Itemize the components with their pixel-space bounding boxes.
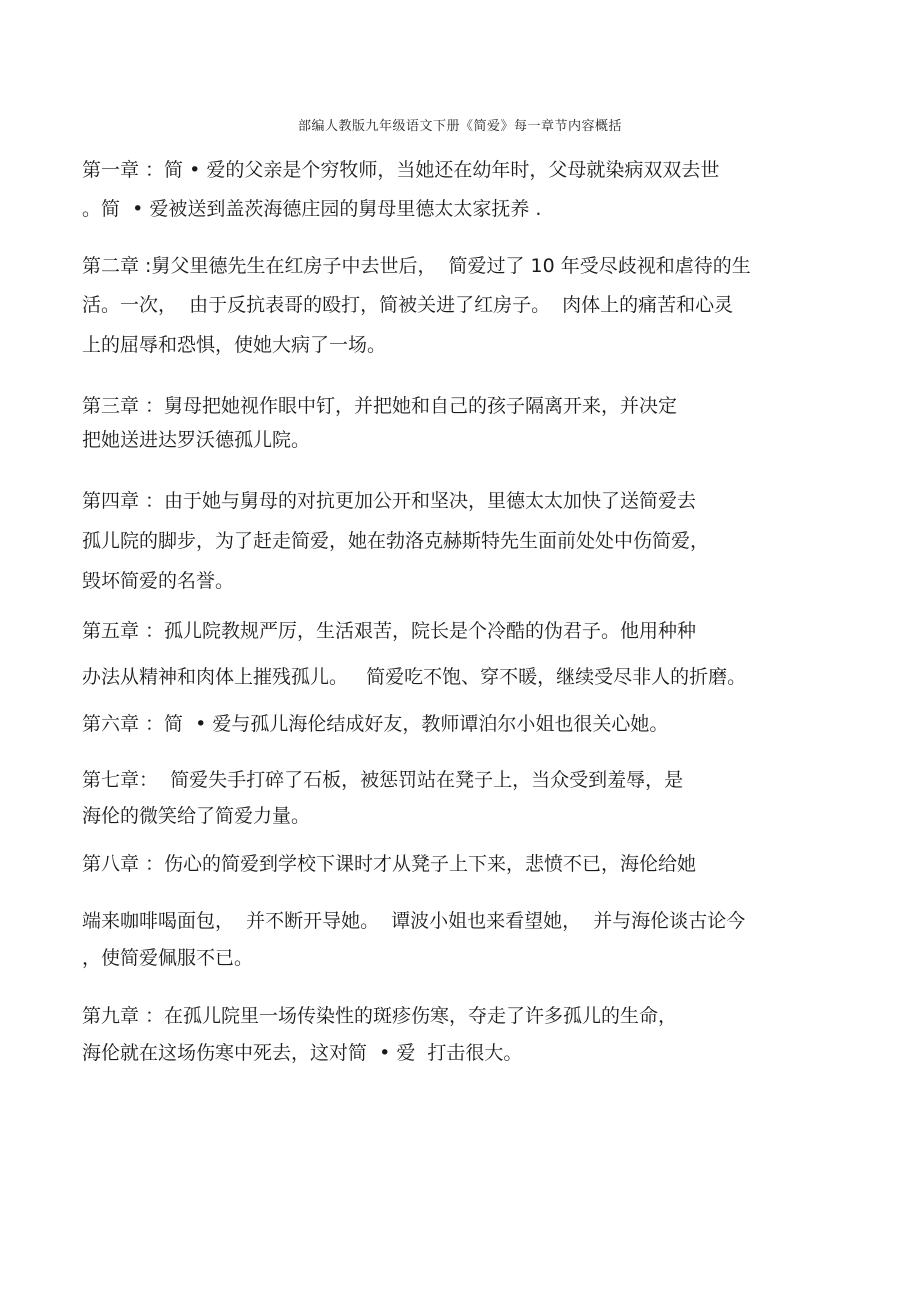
chapter-8-line-1: 第八章 ：伤心的简爱到学校下课时才从凳子上下来，悲愤不已，海伦给她: [82, 853, 697, 875]
chapter-8-line-3: ，使简爱佩服不已。: [82, 947, 254, 969]
chapter-6-line-1: 第六章 ：简 • 爱与孤儿海伦结成好友，教师谭泊尔小姐也很关心她。: [82, 713, 669, 735]
chapter-4-line-3: 毁坏简爱的名誉。: [82, 570, 235, 592]
chapter-4-line-1: 第四章 ：由于她与舅母的对抗更加公开和坚决，里德太太加快了送简爱去: [82, 490, 697, 512]
chapter-5-line-1: 第五章 ：孤儿院教规严厉，生活艰苦，院长是个冷酷的伪君子。他用种种: [82, 620, 697, 642]
chapter-1-line-1: 第一章 ：简 • 爱的父亲是个穷牧师，当她还在幼年时，父母就染病双双去世: [82, 159, 720, 181]
document-title: 部编人教版九年级语文下册《简爱》每一章节内容概括: [297, 119, 622, 134]
chapter-3-line-2: 把她送进达罗沃德孤儿院。: [82, 429, 311, 451]
chapter-7-line-2: 海伦的微笑给了简爱力量。: [82, 805, 311, 827]
chapter-7-line-1: 第七章： 简爱失手打碎了石板，被惩罚站在凳子上，当众受到羞辱，是: [82, 769, 684, 791]
chapter-3-line-1: 第三章 ：舅母把她视作眼中钉，并把她和自己的孩子隔离开来，并决定: [82, 395, 678, 417]
chapter-9-line-2: 海伦就在这场伤寒中死去，这对简 • 爱 打击很大。: [82, 1042, 523, 1064]
chapter-5-line-2: 办法从精神和肉体上摧残孤儿。 简爱吃不饱、穿不暖，继续受尽非人的折磨。: [82, 666, 747, 688]
chapter-2-line-3: 上的屈辱和恐惧，使她大病了一场。: [82, 334, 387, 356]
chapter-4-line-2: 孤儿院的脚步，为了赶走简爱，她在勃洛克赫斯特先生面前处处中伤简爱，: [82, 530, 710, 552]
chapter-2-line-1: 第二章 :舅父里德先生在红房子中去世后， 简爱过了 10 年受尽歧视和虐待的生: [82, 255, 751, 277]
chapter-1-line-2: 。简 • 爱被送到盖茨海德庄园的舅母里德太太家抚养 .: [82, 198, 542, 220]
chapter-2-line-2: 活。一次， 由于反抗表哥的殴打，简被关进了红房子。 肉体上的痛苦和心灵: [82, 294, 734, 316]
chapter-9-line-1: 第九章 ：在孤儿院里一场传染性的斑疹伤寒，夺走了许多孤儿的生命，: [82, 1005, 678, 1027]
chapter-8-line-2: 端来咖啡喝面包， 并不断开导她。 谭波小姐也来看望她， 并与海伦谈古论今: [82, 910, 746, 932]
